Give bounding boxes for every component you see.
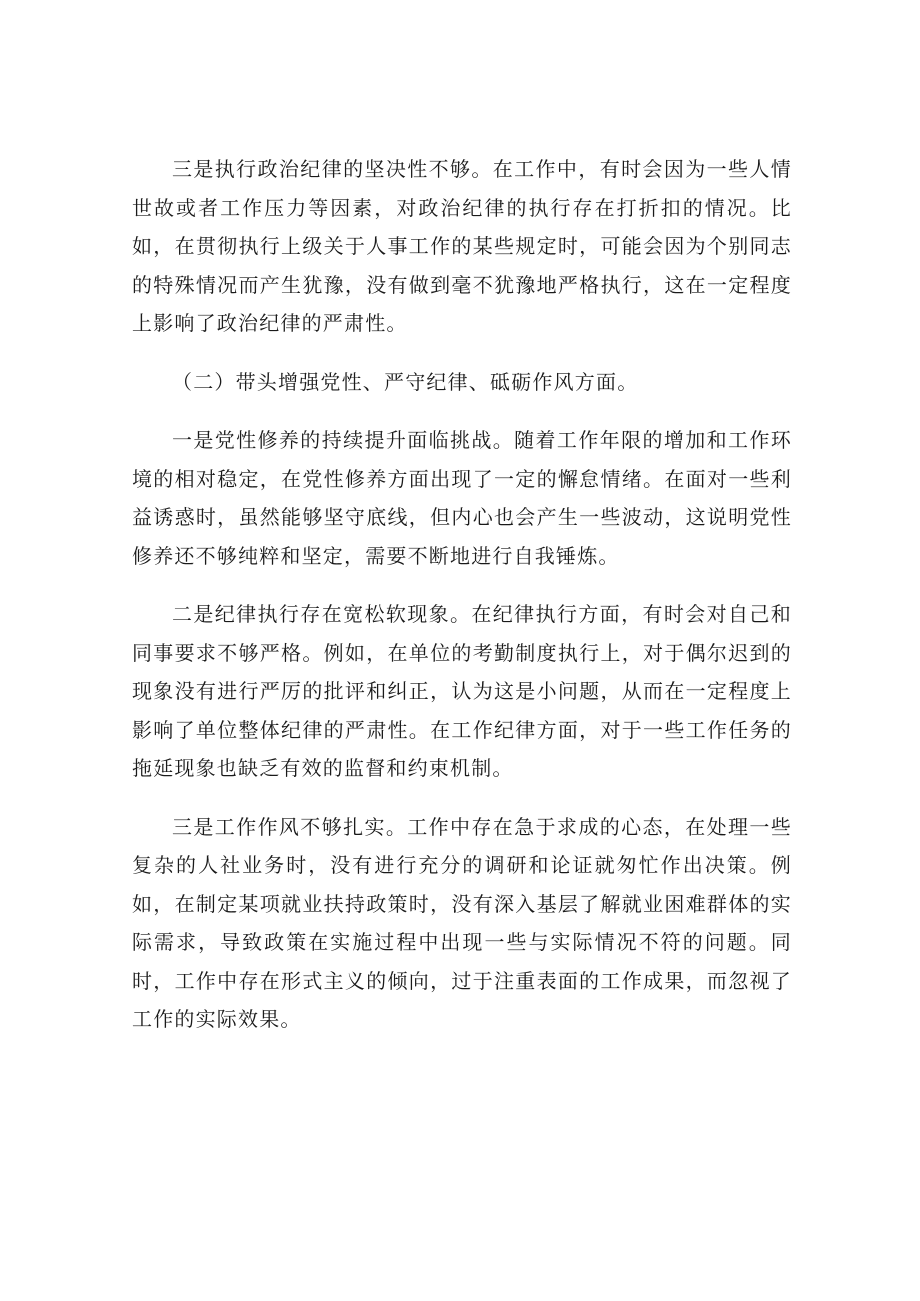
document-page [132, 150, 792, 1039]
paragraph-work-style: 三是工作作风不够扎实。工作中存在急于求成的心态，在处理一些复杂的人社业务时，没有进行充分的调研和论证就匆忙作出决策。例如，在制定某项就业扶持政策时，没有深入基层了解就业困难群体的实际需求，导致政策在实施过程中出现一些与实际情况不符的问题。同时，工作中存在形式主义的倾向，过于注重表面的工作成果，而忽视了工作的实际效果。 [132, 814, 792, 1031]
paragraph-discipline-execution: 二是纪律执行存在宽松软现象。在纪律执行方面，有时会对自己和同事要求不够严格。例如，在单位的考勤制度执行上，对于偶尔迟到的现象没有进行严厉的批评和纠正，认为这是小问题，从而在一定程度上影响了单位整体纪律的严肃性。在工作纪律方面，对于一些工作任务的拖延现象也缺乏有效的监督和约束机制。 [132, 602, 792, 780]
paragraph-political-discipline: 三是执行政治纪律的坚决性不够。在工作中，有时会因为一些人情世故或者工作压力等因素，对政治纪律的执行存在打折扣的情况。比如，在贯彻执行上级关于人事工作的某些规定时，可能会因为个别同志的特殊情况而产生犹豫，没有做到毫不犹豫地严格执行，这在一定程度上影响了政治纪律的严肃性。 [132, 157, 792, 335]
paragraph-party-cultivation: 一是党性修养的持续提升面临挑战。随着工作年限的增加和工作环境的相对稳定，在党性修养方面出现了一定的懈怠情绪。在面对一些利益诱惑时，虽然能够坚守底线，但内心也会产生一些波动，这说明党性修养还不够纯粹和坚定，需要不断地进行自我锤炼。 [132, 428, 792, 568]
section-heading-party-spirit: （二）带头增强党性、严守纪律、砥砺作风方面。 [172, 369, 639, 394]
